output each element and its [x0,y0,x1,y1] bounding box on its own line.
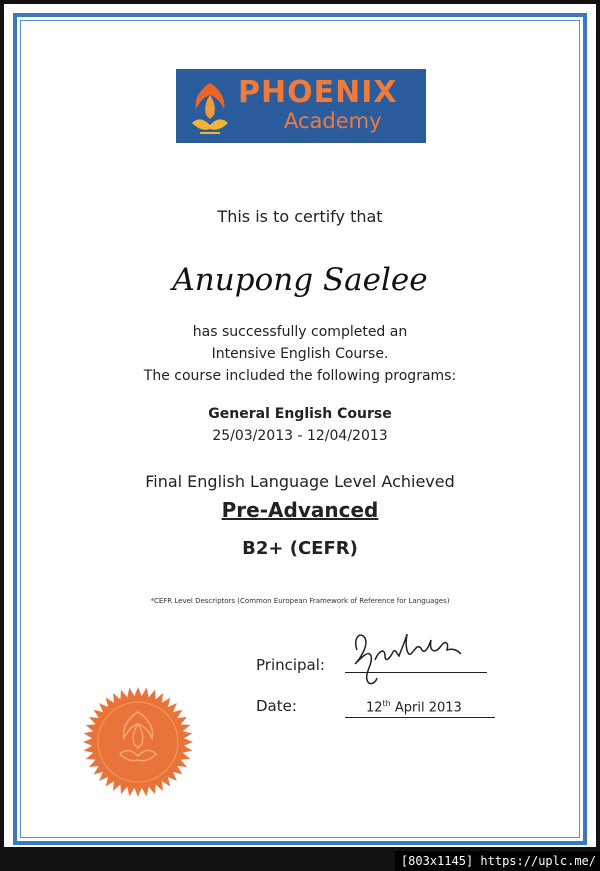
logo-title: PHOENIX [238,75,398,110]
principal-signature [345,620,465,692]
completion-line: has successfully completed an [192,324,408,340]
level-heading: Final English Language Level Achieved [145,472,455,491]
principal-label: Principal: [256,656,325,674]
program-dates: 25/03/2013 - 12/04/2013 [212,428,388,444]
completion-line: Intensive English Course. [211,346,389,362]
embossed-seal [82,686,194,798]
date-day: 12 [366,700,383,716]
completion-text [0,321,600,387]
phoenix-bird-icon [182,75,238,137]
completion-line: The course included the following programs: [143,368,457,384]
date-month-year: April 2013 [390,700,462,716]
certify-statement: This is to certify that [217,207,383,226]
cefr-level: B2+ (CEFR) [242,538,358,559]
date-line [345,717,495,718]
cefr-footnote: *CEFR Level Descriptors (Common European Framework of Reference for Languages) [150,597,450,605]
certificate-date [366,699,462,715]
date-suffix: th [382,699,391,708]
phoenix-academy-logo [176,69,426,143]
date-label: Date: [256,697,297,715]
image-source-footer: [803x1145] https://uplc.me/ [395,851,600,871]
program-name: General English Course [208,406,392,422]
level-achieved: Pre-Advanced [221,498,379,522]
logo-subtitle: Academy [284,109,382,133]
recipient-name: Anupong Saelee [172,262,428,298]
